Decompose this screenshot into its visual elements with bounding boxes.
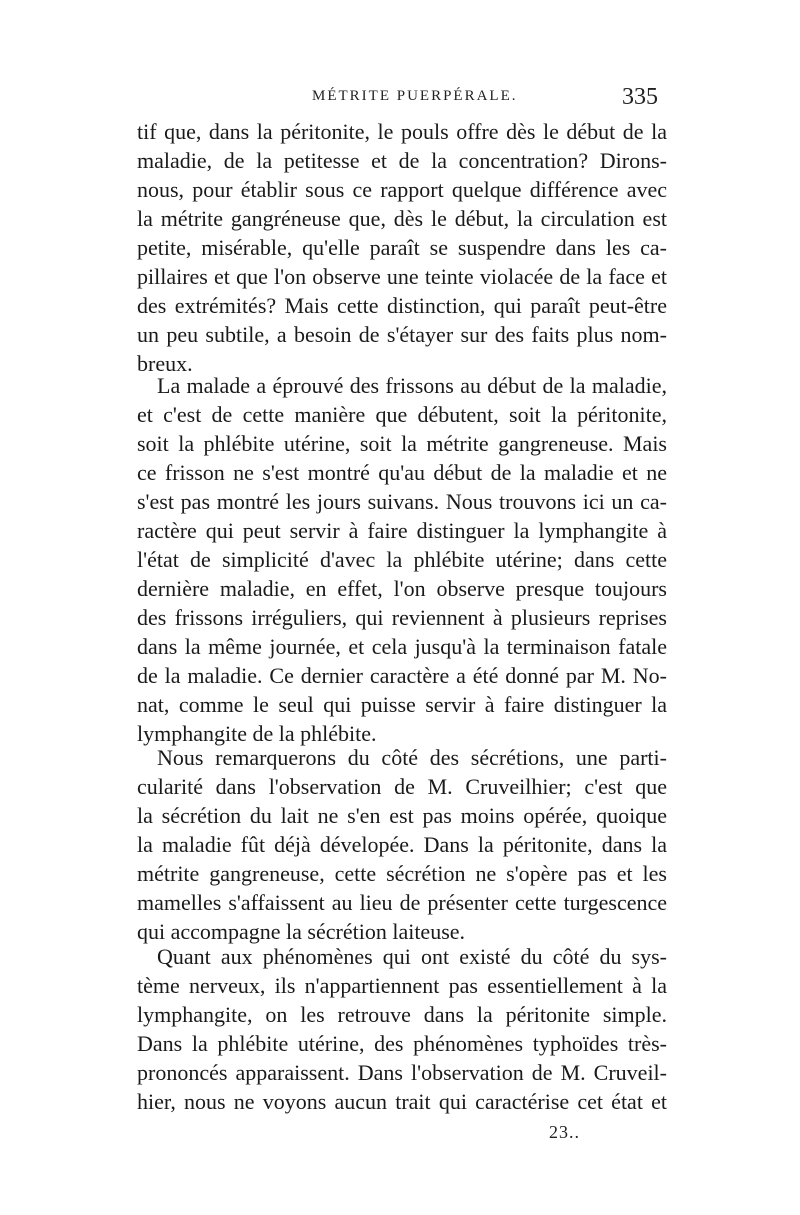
text-line: un peu subtile, a besoin de s'étayer sur des faits plus nom- — [137, 322, 667, 347]
text-line: la maladie fût déjà dévelopée. Dans la péritonite, dans la — [137, 832, 667, 857]
text-line: la sécrétion du lait ne s'en est pas moins opérée, quoique — [137, 803, 667, 828]
text-line: métrite gangreneuse, cette sécrétion ne s'opère pas et les — [137, 861, 667, 886]
text-line: et c'est de cette manière que débutent, soit la péritonite, — [137, 402, 667, 427]
page-number: 335 — [622, 84, 658, 110]
text-line: soit la phlébite utérine, soit la métrite gangreneuse. Mais — [137, 431, 667, 456]
text-line: dans la même journée, et cela jusqu'à la terminaison fatale — [137, 634, 667, 659]
text-line: pillaires et que l'on observe une teinte violacée de la face et — [137, 264, 667, 289]
text-line: de la maladie. Ce dernier caractère a été donné par M. No- — [137, 663, 667, 688]
signature-mark: 23.. — [549, 1122, 580, 1142]
text-line: nous, pour établir sous ce rapport quelque différence avec — [137, 177, 667, 202]
text-line: breux. — [137, 351, 193, 376]
text-line: cularité dans l'observation de M. Cruveilhier; c'est que — [137, 774, 667, 799]
running-title: MÉTRITE PUERPÉRALE. — [312, 88, 518, 104]
text-line: l'état de simplicité d'avec la phlébite utérine; dans cette — [137, 547, 667, 572]
text-line: lymphangite, on les retrouve dans la péritonite simple. — [137, 1002, 667, 1027]
text-line: s'est pas montré les jours suivans. Nous trouvons ici un ca- — [137, 489, 667, 514]
text-line: nat, comme le seul qui puisse servir à faire distinguer la — [137, 692, 667, 717]
text-line: ractère qui peut servir à faire distinguer la lymphangite à — [137, 518, 667, 543]
text-line: qui accompagne la sécrétion laiteuse. — [137, 919, 466, 944]
text-line: Nous remarquerons du côté des sécrétions, une parti- — [157, 745, 667, 770]
text-line: des frissons irréguliers, qui reviennent à plusieurs reprises — [137, 605, 667, 630]
text-line: hier, nous ne voyons aucun trait qui caractérise cet état et — [137, 1089, 667, 1114]
text-line: petite, misérable, qu'elle paraît se suspendre dans les ca- — [137, 235, 667, 260]
text-line: mamelles s'affaissent au lieu de présenter cette turgescence — [137, 890, 667, 915]
text-line: tème nerveux, ils n'appartiennent pas essentiellement à la — [137, 973, 667, 998]
text-line: Quant aux phénomènes qui ont existé du côté du sys- — [157, 944, 667, 969]
text-line: prononcés apparaissent. Dans l'observation de M. Cruveil- — [137, 1060, 667, 1085]
text-line: des extrémités? Mais cette distinction, qui paraît peut-être — [137, 293, 667, 318]
text-line: lymphangite de la phlébite. — [137, 721, 377, 746]
text-line: la métrite gangréneuse que, dès le début, la circulation est — [137, 206, 667, 231]
text-line: La malade a éprouvé des frissons au début de la maladie, — [157, 373, 667, 398]
text-line: ce frisson ne s'est montré qu'au début de la maladie et ne — [137, 460, 667, 485]
text-line: Dans la phlébite utérine, des phénomènes typhoïdes très- — [137, 1031, 667, 1056]
text-line: dernière maladie, en effet, l'on observe presque toujours — [137, 576, 667, 601]
text-line: tif que, dans la péritonite, le pouls offre dès le début de la — [137, 119, 667, 144]
text-line: maladie, de la petitesse et de la concentration? Dirons- — [137, 148, 667, 173]
